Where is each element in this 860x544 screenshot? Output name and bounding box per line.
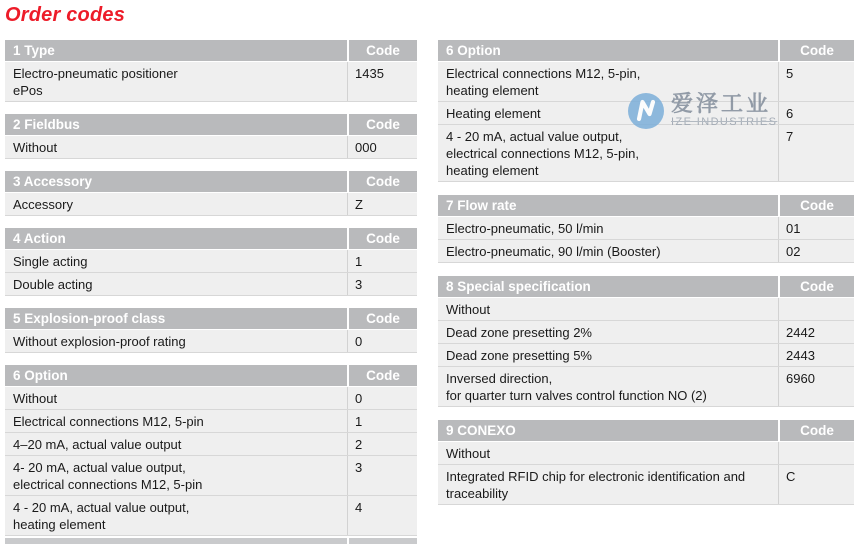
cutoff-code-divider [347, 538, 349, 544]
table-row [5, 193, 417, 216]
row-code: 6960 [778, 367, 854, 406]
row-code: 2442 [778, 321, 854, 343]
row-label-line: Without explosion-proof rating [13, 334, 186, 349]
row-code: 3 [347, 456, 417, 495]
table-row [438, 217, 854, 240]
table-header [5, 40, 417, 62]
table-row [438, 125, 854, 182]
table-title: 5 Explosion-proof class [13, 311, 166, 326]
row-label-line: Dead zone presetting 5% [446, 348, 592, 363]
cutoff-next-table-sliver [5, 538, 417, 544]
row-label-line: 4 - 20 mA, actual value output, [446, 129, 623, 144]
code-column-header: Code [347, 365, 417, 386]
table-option-continued [438, 40, 854, 182]
row-label [5, 193, 347, 215]
row-code: 4 [347, 496, 417, 535]
row-label [438, 298, 778, 320]
row-label [5, 136, 347, 158]
row-code: 000 [347, 136, 417, 158]
row-code [778, 298, 854, 320]
row-code: 1 [347, 250, 417, 272]
row-label [438, 344, 778, 366]
table-row [5, 250, 417, 273]
row-label [438, 240, 778, 262]
row-code: Z [347, 193, 417, 215]
table-header [438, 40, 854, 62]
table-conexo [438, 420, 854, 505]
table-title: 4 Action [13, 231, 66, 246]
row-label-line: 4 - 20 mA, actual value output, [13, 500, 190, 515]
table-row [438, 367, 854, 407]
row-label-line: Heating element [446, 106, 541, 121]
table-title: 6 Option [446, 43, 501, 58]
table-row [5, 273, 417, 296]
table-row [438, 465, 854, 505]
row-label-line: heating element [13, 517, 106, 532]
table-title: 8 Special specification [446, 279, 591, 294]
table-fieldbus [5, 114, 417, 159]
table-header [5, 365, 417, 387]
table-row [5, 136, 417, 159]
table-row [5, 456, 417, 496]
table-flow-rate [438, 195, 854, 263]
row-label-line: electrical connections M12, 5-pin [13, 477, 203, 492]
code-column-header: Code [347, 171, 417, 192]
table-row [5, 433, 417, 456]
tables-column-right [438, 40, 854, 518]
row-label [438, 321, 778, 343]
row-label [438, 442, 778, 464]
row-label-line: 4- 20 mA, actual value output, [13, 460, 186, 475]
row-label-line: Inversed direction, [446, 371, 553, 386]
row-label [5, 273, 347, 295]
code-column-header: Code [778, 195, 854, 216]
row-code: 2 [347, 433, 417, 455]
row-label-line: Accessory [13, 197, 73, 212]
row-code: 02 [778, 240, 854, 262]
row-label [5, 496, 347, 535]
row-label-line: heating element [446, 83, 539, 98]
row-code: 5 [778, 62, 854, 101]
table-row [438, 62, 854, 102]
code-column-header: Code [347, 40, 417, 61]
row-label [438, 102, 778, 124]
tables-column-left [5, 40, 417, 544]
table-header [5, 114, 417, 136]
row-label [5, 250, 347, 272]
table-row [5, 387, 417, 410]
table-title: 6 Option [13, 368, 68, 383]
row-code: 1 [347, 410, 417, 432]
table-row [438, 298, 854, 321]
row-label [5, 330, 347, 352]
row-label [438, 62, 778, 101]
table-row [5, 410, 417, 433]
table-header [5, 228, 417, 250]
row-label-line: Single acting [13, 254, 88, 269]
row-code: 01 [778, 217, 854, 239]
row-label-line: electrical connections M12, 5-pin, [446, 146, 639, 161]
row-label-line: Double acting [13, 277, 93, 292]
watermark-en-text: IZE INDUSTRIES [671, 116, 778, 128]
table-title: 1 Type [13, 43, 55, 58]
row-label-line: Electro-pneumatic positioner [13, 66, 178, 81]
code-column-header: Code [347, 228, 417, 249]
code-column-header: Code [778, 420, 854, 441]
row-label-line: heating element [446, 163, 539, 178]
row-label [438, 367, 778, 406]
row-label [5, 387, 347, 409]
row-label-line: ePos [13, 83, 43, 98]
table-explosion-proof-class [5, 308, 417, 353]
table-accessory [5, 171, 417, 216]
code-column-header: Code [778, 40, 854, 61]
row-label [5, 410, 347, 432]
table-header [5, 308, 417, 330]
code-column-header: Code [347, 308, 417, 329]
row-code: 3 [347, 273, 417, 295]
row-label-line: Dead zone presetting 2% [446, 325, 592, 340]
row-label-line: Electro-pneumatic, 50 l/min [446, 221, 604, 236]
row-label-line: Without [13, 391, 58, 406]
table-row [5, 330, 417, 353]
row-label [5, 433, 347, 455]
table-option [5, 365, 417, 536]
watermark-cn-text: 爱泽工业 [671, 91, 772, 116]
row-label-line: Without [446, 302, 491, 317]
table-row [438, 102, 854, 125]
row-code: 2443 [778, 344, 854, 366]
row-label [5, 456, 347, 495]
row-code: C [778, 465, 854, 504]
row-code: 6 [778, 102, 854, 124]
table-title: 3 Accessory [13, 174, 93, 189]
table-action [5, 228, 417, 296]
row-label-line: Electrical connections M12, 5-pin, [446, 66, 641, 81]
table-special-specification [438, 276, 854, 407]
table-row [5, 62, 417, 102]
row-code: 0 [347, 387, 417, 409]
row-label [438, 217, 778, 239]
row-label-line: Electro-pneumatic, 90 l/min (Booster) [446, 244, 661, 259]
table-header [438, 195, 854, 217]
table-title: 2 Fieldbus [13, 117, 80, 132]
row-label-line: 4–20 mA, actual value output [13, 437, 182, 452]
table-row [438, 240, 854, 263]
row-label-line: Electrical connections M12, 5-pin [13, 414, 204, 429]
table-type [5, 40, 417, 102]
table-title: 7 Flow rate [446, 198, 517, 213]
row-label [5, 62, 347, 101]
row-code: 0 [347, 330, 417, 352]
row-label-line: Integrated RFID chip for electronic identification and [446, 469, 746, 484]
row-code [778, 442, 854, 464]
row-label [438, 125, 778, 181]
table-row [438, 344, 854, 367]
row-code: 1435 [347, 62, 417, 101]
table-header [438, 420, 854, 442]
row-label-line: Without [446, 446, 491, 461]
code-column-header: Code [778, 276, 854, 297]
table-header [438, 276, 854, 298]
table-row [438, 321, 854, 344]
table-row [438, 442, 854, 465]
row-label-line: Without [13, 140, 58, 155]
page-title: Order codes [5, 4, 126, 26]
row-code: 7 [778, 125, 854, 181]
table-header [5, 171, 417, 193]
table-row [5, 496, 417, 536]
row-label-line: for quarter turn valves control function NO (2) [446, 388, 707, 403]
code-column-header: Code [347, 114, 417, 135]
row-label [438, 465, 778, 504]
table-title: 9 CONEXO [446, 423, 516, 438]
row-label-line: traceability [446, 486, 509, 501]
